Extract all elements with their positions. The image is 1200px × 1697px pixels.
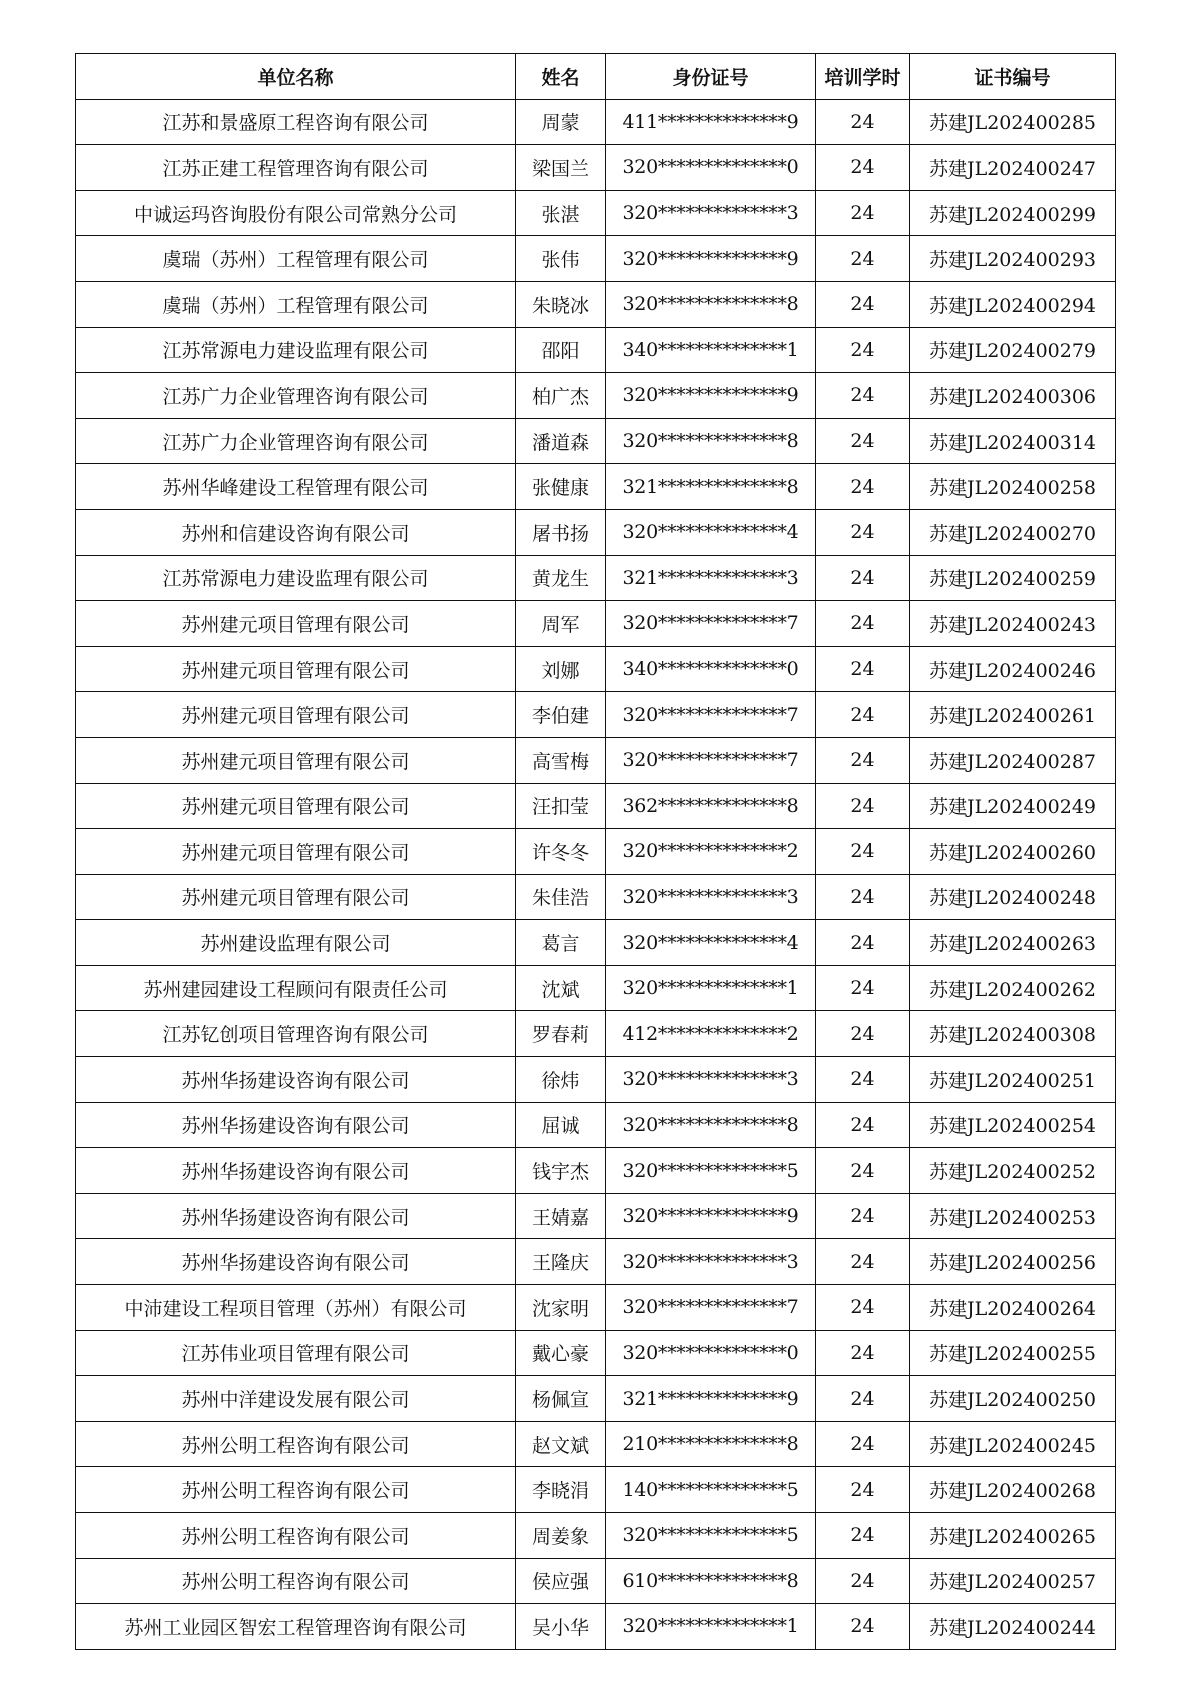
cell-cert: 苏建JL202400244 (910, 1604, 1116, 1650)
table-row (76, 692, 1116, 738)
cell-name: 梁国兰 (516, 145, 606, 191)
header-name: 姓名 (516, 54, 606, 100)
cell-org: 苏州建元项目管理有限公司 (76, 692, 516, 738)
cell-hours: 24 (816, 281, 910, 327)
table-row (76, 99, 1116, 145)
cell-org: 苏州建元项目管理有限公司 (76, 646, 516, 692)
cell-id: 340**************0 (606, 646, 816, 692)
cell-name: 周蒙 (516, 99, 606, 145)
cell-hours: 24 (816, 1011, 910, 1057)
cell-name: 葛言 (516, 920, 606, 966)
table-row (76, 1376, 1116, 1422)
cell-hours: 24 (816, 1057, 910, 1103)
cell-cert: 苏建JL202400268 (910, 1467, 1116, 1513)
cell-id: 320**************7 (606, 737, 816, 783)
table-row (76, 1467, 1116, 1513)
cell-name: 沈家明 (516, 1285, 606, 1331)
cell-cert: 苏建JL202400261 (910, 692, 1116, 738)
table-row (76, 737, 1116, 783)
cell-cert: 苏建JL202400253 (910, 1193, 1116, 1239)
cell-cert: 苏建JL202400255 (910, 1330, 1116, 1376)
cell-org: 苏州华扬建设咨询有限公司 (76, 1057, 516, 1103)
cell-name: 徐炜 (516, 1057, 606, 1103)
cell-cert: 苏建JL202400243 (910, 601, 1116, 647)
certificate-roster-sheet (75, 53, 1116, 1650)
cell-hours: 24 (816, 646, 910, 692)
cell-org: 苏州华扬建设咨询有限公司 (76, 1239, 516, 1285)
header-cert: 证书编号 (910, 54, 1116, 100)
cell-org: 苏州华扬建设咨询有限公司 (76, 1148, 516, 1194)
cell-cert: 苏建JL202400314 (910, 418, 1116, 464)
cell-cert: 苏建JL202400248 (910, 874, 1116, 920)
cell-id: 320**************4 (606, 509, 816, 555)
cell-org: 苏州工业园区智宏工程管理咨询有限公司 (76, 1604, 516, 1650)
cell-id: 320**************9 (606, 1193, 816, 1239)
cell-org: 苏州公明工程咨询有限公司 (76, 1513, 516, 1559)
cell-id: 320**************2 (606, 829, 816, 875)
cell-name: 张健康 (516, 464, 606, 510)
cell-org: 苏州建元项目管理有限公司 (76, 783, 516, 829)
cell-cert: 苏建JL202400264 (910, 1285, 1116, 1331)
cell-name: 王婧嘉 (516, 1193, 606, 1239)
cell-id: 140**************5 (606, 1467, 816, 1513)
cell-name: 张湛 (516, 190, 606, 236)
cell-hours: 24 (816, 236, 910, 282)
cell-name: 邵阳 (516, 327, 606, 373)
cell-hours: 24 (816, 965, 910, 1011)
cell-hours: 24 (816, 99, 910, 145)
cell-cert: 苏建JL202400308 (910, 1011, 1116, 1057)
table-row (76, 1513, 1116, 1559)
cell-cert: 苏建JL202400250 (910, 1376, 1116, 1422)
cell-org: 虞瑞（苏州）工程管理有限公司 (76, 281, 516, 327)
cell-hours: 24 (816, 1102, 910, 1148)
cell-hours: 24 (816, 1376, 910, 1422)
cell-name: 罗春莉 (516, 1011, 606, 1057)
table-row (76, 1057, 1116, 1103)
cell-org: 江苏广力企业管理咨询有限公司 (76, 373, 516, 419)
cell-cert: 苏建JL202400249 (910, 783, 1116, 829)
cell-hours: 24 (816, 1421, 910, 1467)
table-header (76, 54, 1116, 100)
cell-org: 江苏常源电力建设监理有限公司 (76, 327, 516, 373)
table-row (76, 509, 1116, 555)
cell-cert: 苏建JL202400252 (910, 1148, 1116, 1194)
cell-org: 苏州和信建设咨询有限公司 (76, 509, 516, 555)
cell-cert: 苏建JL202400262 (910, 965, 1116, 1011)
cell-id: 340**************1 (606, 327, 816, 373)
cell-hours: 24 (816, 829, 910, 875)
cell-id: 320**************8 (606, 418, 816, 464)
cell-cert: 苏建JL202400270 (910, 509, 1116, 555)
cell-hours: 24 (816, 920, 910, 966)
cell-cert: 苏建JL202400263 (910, 920, 1116, 966)
cell-id: 320**************4 (606, 920, 816, 966)
cell-hours: 24 (816, 145, 910, 191)
cell-id: 321**************8 (606, 464, 816, 510)
cell-org: 中诚运玛咨询股份有限公司常熟分公司 (76, 190, 516, 236)
cell-name: 汪扣莹 (516, 783, 606, 829)
cell-cert: 苏建JL202400258 (910, 464, 1116, 510)
cell-hours: 24 (816, 737, 910, 783)
table-row (76, 874, 1116, 920)
cell-cert: 苏建JL202400251 (910, 1057, 1116, 1103)
cell-org: 江苏钇创项目管理咨询有限公司 (76, 1011, 516, 1057)
cell-hours: 24 (816, 509, 910, 555)
cell-name: 周军 (516, 601, 606, 647)
cell-hours: 24 (816, 190, 910, 236)
cell-cert: 苏建JL202400246 (910, 646, 1116, 692)
cell-hours: 24 (816, 1604, 910, 1650)
table-row (76, 373, 1116, 419)
cell-cert: 苏建JL202400306 (910, 373, 1116, 419)
cell-org: 中沛建设工程项目管理（苏州）有限公司 (76, 1285, 516, 1331)
cell-id: 412**************2 (606, 1011, 816, 1057)
cell-name: 张伟 (516, 236, 606, 282)
cell-name: 高雪梅 (516, 737, 606, 783)
cell-id: 320**************0 (606, 1330, 816, 1376)
cell-org: 江苏和景盛原工程咨询有限公司 (76, 99, 516, 145)
cell-cert: 苏建JL202400285 (910, 99, 1116, 145)
cell-hours: 24 (816, 1558, 910, 1604)
cell-id: 320**************8 (606, 281, 816, 327)
cell-org: 苏州建设监理有限公司 (76, 920, 516, 966)
cell-id: 320**************7 (606, 601, 816, 647)
table-row (76, 1102, 1116, 1148)
table-row (76, 829, 1116, 875)
cell-id: 320**************1 (606, 1604, 816, 1650)
cell-id: 320**************3 (606, 1239, 816, 1285)
cell-cert: 苏建JL202400265 (910, 1513, 1116, 1559)
table-row (76, 601, 1116, 647)
table-row (76, 464, 1116, 510)
cell-org: 苏州中洋建设发展有限公司 (76, 1376, 516, 1422)
table-row (76, 418, 1116, 464)
cell-name: 钱宇杰 (516, 1148, 606, 1194)
cell-id: 321**************3 (606, 555, 816, 601)
cell-id: 320**************5 (606, 1513, 816, 1559)
cell-hours: 24 (816, 418, 910, 464)
header-hours: 培训学时 (816, 54, 910, 100)
cell-hours: 24 (816, 327, 910, 373)
cell-name: 刘娜 (516, 646, 606, 692)
cell-id: 411**************9 (606, 99, 816, 145)
cell-name: 李晓涓 (516, 1467, 606, 1513)
table-row (76, 1193, 1116, 1239)
cell-name: 吴小华 (516, 1604, 606, 1650)
cell-org: 苏州公明工程咨询有限公司 (76, 1467, 516, 1513)
cell-hours: 24 (816, 1148, 910, 1194)
cell-cert: 苏建JL202400256 (910, 1239, 1116, 1285)
cell-org: 虞瑞（苏州）工程管理有限公司 (76, 236, 516, 282)
header-id: 身份证号 (606, 54, 816, 100)
cell-id: 362**************8 (606, 783, 816, 829)
cell-id: 320**************5 (606, 1148, 816, 1194)
cell-id: 210**************8 (606, 1421, 816, 1467)
cell-cert: 苏建JL202400287 (910, 737, 1116, 783)
cell-name: 潘道森 (516, 418, 606, 464)
table-row (76, 1604, 1116, 1650)
cell-name: 黄龙生 (516, 555, 606, 601)
header-row (76, 54, 1116, 100)
cell-hours: 24 (816, 373, 910, 419)
cell-org: 苏州公明工程咨询有限公司 (76, 1558, 516, 1604)
cell-name: 柏广杰 (516, 373, 606, 419)
table-row (76, 1330, 1116, 1376)
cell-org: 江苏常源电力建设监理有限公司 (76, 555, 516, 601)
cell-org: 江苏伟业项目管理有限公司 (76, 1330, 516, 1376)
cell-org: 苏州华扬建设咨询有限公司 (76, 1193, 516, 1239)
cell-name: 屈诚 (516, 1102, 606, 1148)
table-row (76, 190, 1116, 236)
cell-cert: 苏建JL202400279 (910, 327, 1116, 373)
cell-id: 320**************3 (606, 874, 816, 920)
cell-name: 戴心豪 (516, 1330, 606, 1376)
cell-org: 江苏广力企业管理咨询有限公司 (76, 418, 516, 464)
cell-cert: 苏建JL202400299 (910, 190, 1116, 236)
cell-id: 320**************7 (606, 1285, 816, 1331)
cell-org: 苏州建元项目管理有限公司 (76, 601, 516, 647)
cell-hours: 24 (816, 874, 910, 920)
table-row (76, 783, 1116, 829)
cell-id: 320**************3 (606, 1057, 816, 1103)
cell-name: 屠书扬 (516, 509, 606, 555)
cell-id: 320**************7 (606, 692, 816, 738)
cell-hours: 24 (816, 464, 910, 510)
cell-name: 朱晓冰 (516, 281, 606, 327)
header-org: 单位名称 (76, 54, 516, 100)
cell-name: 李伯建 (516, 692, 606, 738)
cell-hours: 24 (816, 692, 910, 738)
cell-hours: 24 (816, 1285, 910, 1331)
cell-name: 赵文斌 (516, 1421, 606, 1467)
cell-hours: 24 (816, 1239, 910, 1285)
certificate-roster-table (75, 53, 1116, 1650)
cell-id: 320**************9 (606, 236, 816, 282)
table-row (76, 1148, 1116, 1194)
cell-cert: 苏建JL202400254 (910, 1102, 1116, 1148)
table-row (76, 1421, 1116, 1467)
cell-hours: 24 (816, 601, 910, 647)
cell-name: 沈斌 (516, 965, 606, 1011)
cell-org: 苏州建元项目管理有限公司 (76, 829, 516, 875)
cell-id: 320**************1 (606, 965, 816, 1011)
cell-cert: 苏建JL202400245 (910, 1421, 1116, 1467)
cell-org: 江苏正建工程管理咨询有限公司 (76, 145, 516, 191)
cell-id: 320**************8 (606, 1102, 816, 1148)
cell-cert: 苏建JL202400260 (910, 829, 1116, 875)
cell-cert: 苏建JL202400257 (910, 1558, 1116, 1604)
cell-id: 320**************0 (606, 145, 816, 191)
cell-hours: 24 (816, 783, 910, 829)
cell-id: 610**************8 (606, 1558, 816, 1604)
cell-org: 苏州建元项目管理有限公司 (76, 874, 516, 920)
table-row (76, 555, 1116, 601)
cell-org: 苏州华扬建设咨询有限公司 (76, 1102, 516, 1148)
cell-hours: 24 (816, 555, 910, 601)
cell-org: 苏州公明工程咨询有限公司 (76, 1421, 516, 1467)
cell-hours: 24 (816, 1193, 910, 1239)
cell-name: 周姜象 (516, 1513, 606, 1559)
cell-org: 苏州建元项目管理有限公司 (76, 737, 516, 783)
table-row (76, 1011, 1116, 1057)
table-row (76, 1239, 1116, 1285)
cell-hours: 24 (816, 1513, 910, 1559)
table-row (76, 145, 1116, 191)
cell-id: 321**************9 (606, 1376, 816, 1422)
cell-id: 320**************9 (606, 373, 816, 419)
cell-name: 杨佩宣 (516, 1376, 606, 1422)
cell-cert: 苏建JL202400294 (910, 281, 1116, 327)
table-row (76, 236, 1116, 282)
cell-hours: 24 (816, 1330, 910, 1376)
cell-name: 侯应强 (516, 1558, 606, 1604)
cell-cert: 苏建JL202400247 (910, 145, 1116, 191)
table-row (76, 965, 1116, 1011)
cell-org: 苏州建园建设工程顾问有限责任公司 (76, 965, 516, 1011)
cell-hours: 24 (816, 1467, 910, 1513)
table-row (76, 1285, 1116, 1331)
cell-id: 320**************3 (606, 190, 816, 236)
table-row (76, 1558, 1116, 1604)
cell-name: 许冬冬 (516, 829, 606, 875)
cell-cert: 苏建JL202400293 (910, 236, 1116, 282)
cell-cert: 苏建JL202400259 (910, 555, 1116, 601)
cell-org: 苏州华峰建设工程管理有限公司 (76, 464, 516, 510)
cell-name: 王隆庆 (516, 1239, 606, 1285)
table-row (76, 646, 1116, 692)
cell-name: 朱佳浩 (516, 874, 606, 920)
table-row (76, 920, 1116, 966)
table-row (76, 327, 1116, 373)
table-body (76, 99, 1116, 1649)
table-row (76, 281, 1116, 327)
